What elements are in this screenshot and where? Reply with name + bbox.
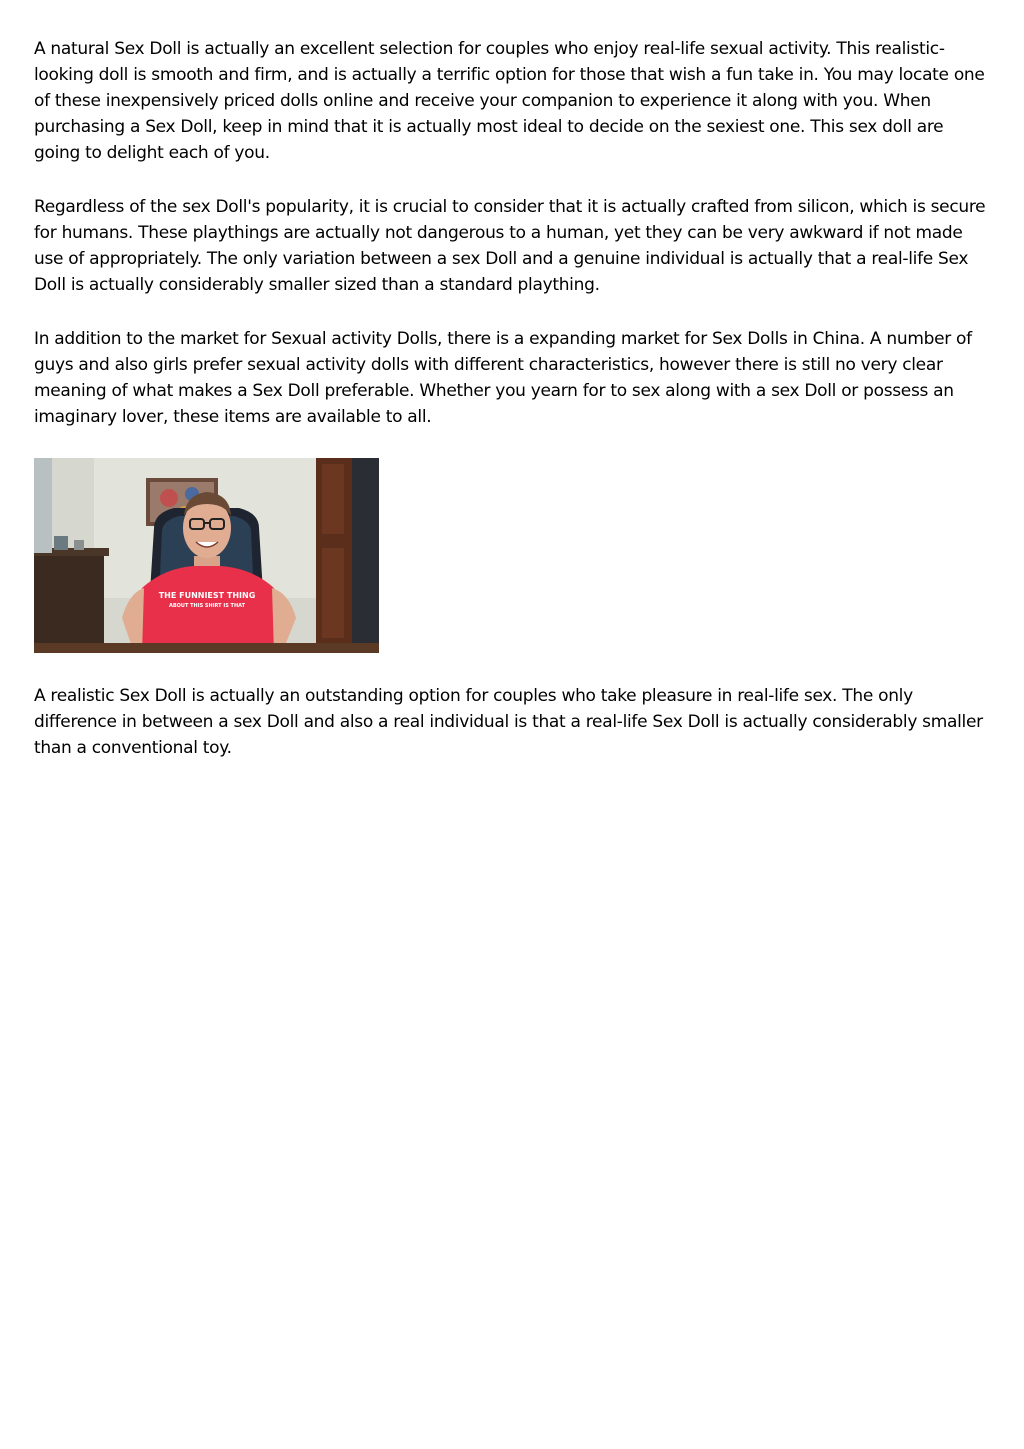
photo-illustration (34, 458, 379, 653)
paragraph-4: A realistic Sex Doll is actually an outstanding option for couples who take pleasure in real-life sex. The only difference in between a sex Doll and also a real individual is that a real-life Sex Doll is actually considerably smaller than a conventional toy. (34, 686, 983, 758)
webcam-photo (34, 458, 379, 653)
shirt-text-line1: THE FUNNIEST THING (158, 591, 256, 600)
shirt-text-line2: ABOUT THIS SHIRT IS THAT (168, 603, 246, 609)
paragraph-1: A natural Sex Doll is actually an excellent selection for couples who enjoy real-life sexual activity. This realistic-looking doll is smooth and firm, and is actually a terrific option for those that wish a fun take in. You may locate one of these inexpensively priced dolls online and receive your companion to experience it along with you. When purchasing a Sex Doll, keep in mind that it is actually most ideal to decide on the sexiest one. This sex doll are going to delight each of you. (34, 39, 985, 163)
paragraph-3: In addition to the market for Sexual activity Dolls, there is a expanding market for Sex Dolls in China. A number of guys and also girls prefer sexual activity dolls with different characteristics, however there is still no very clear meaning of what makes a Sex Doll preferable. Whether you yearn for to sex along with a sex Doll or possess an imaginary lover, these items are available to all. (34, 329, 972, 427)
paragraph-2: Regardless of the sex Doll's popularity, it is crucial to consider that it is actually crafted from silicon, which is secure for humans. These playthings are actually not dangerous to a human, yet they can be very awkward if not made use of appropriately. The only variation between a sex Doll and a genuine individual is actually that a real-life Sex Doll is actually considerably smaller sized than a standard plaything. (34, 197, 986, 295)
document-page (34, 36, 992, 761)
